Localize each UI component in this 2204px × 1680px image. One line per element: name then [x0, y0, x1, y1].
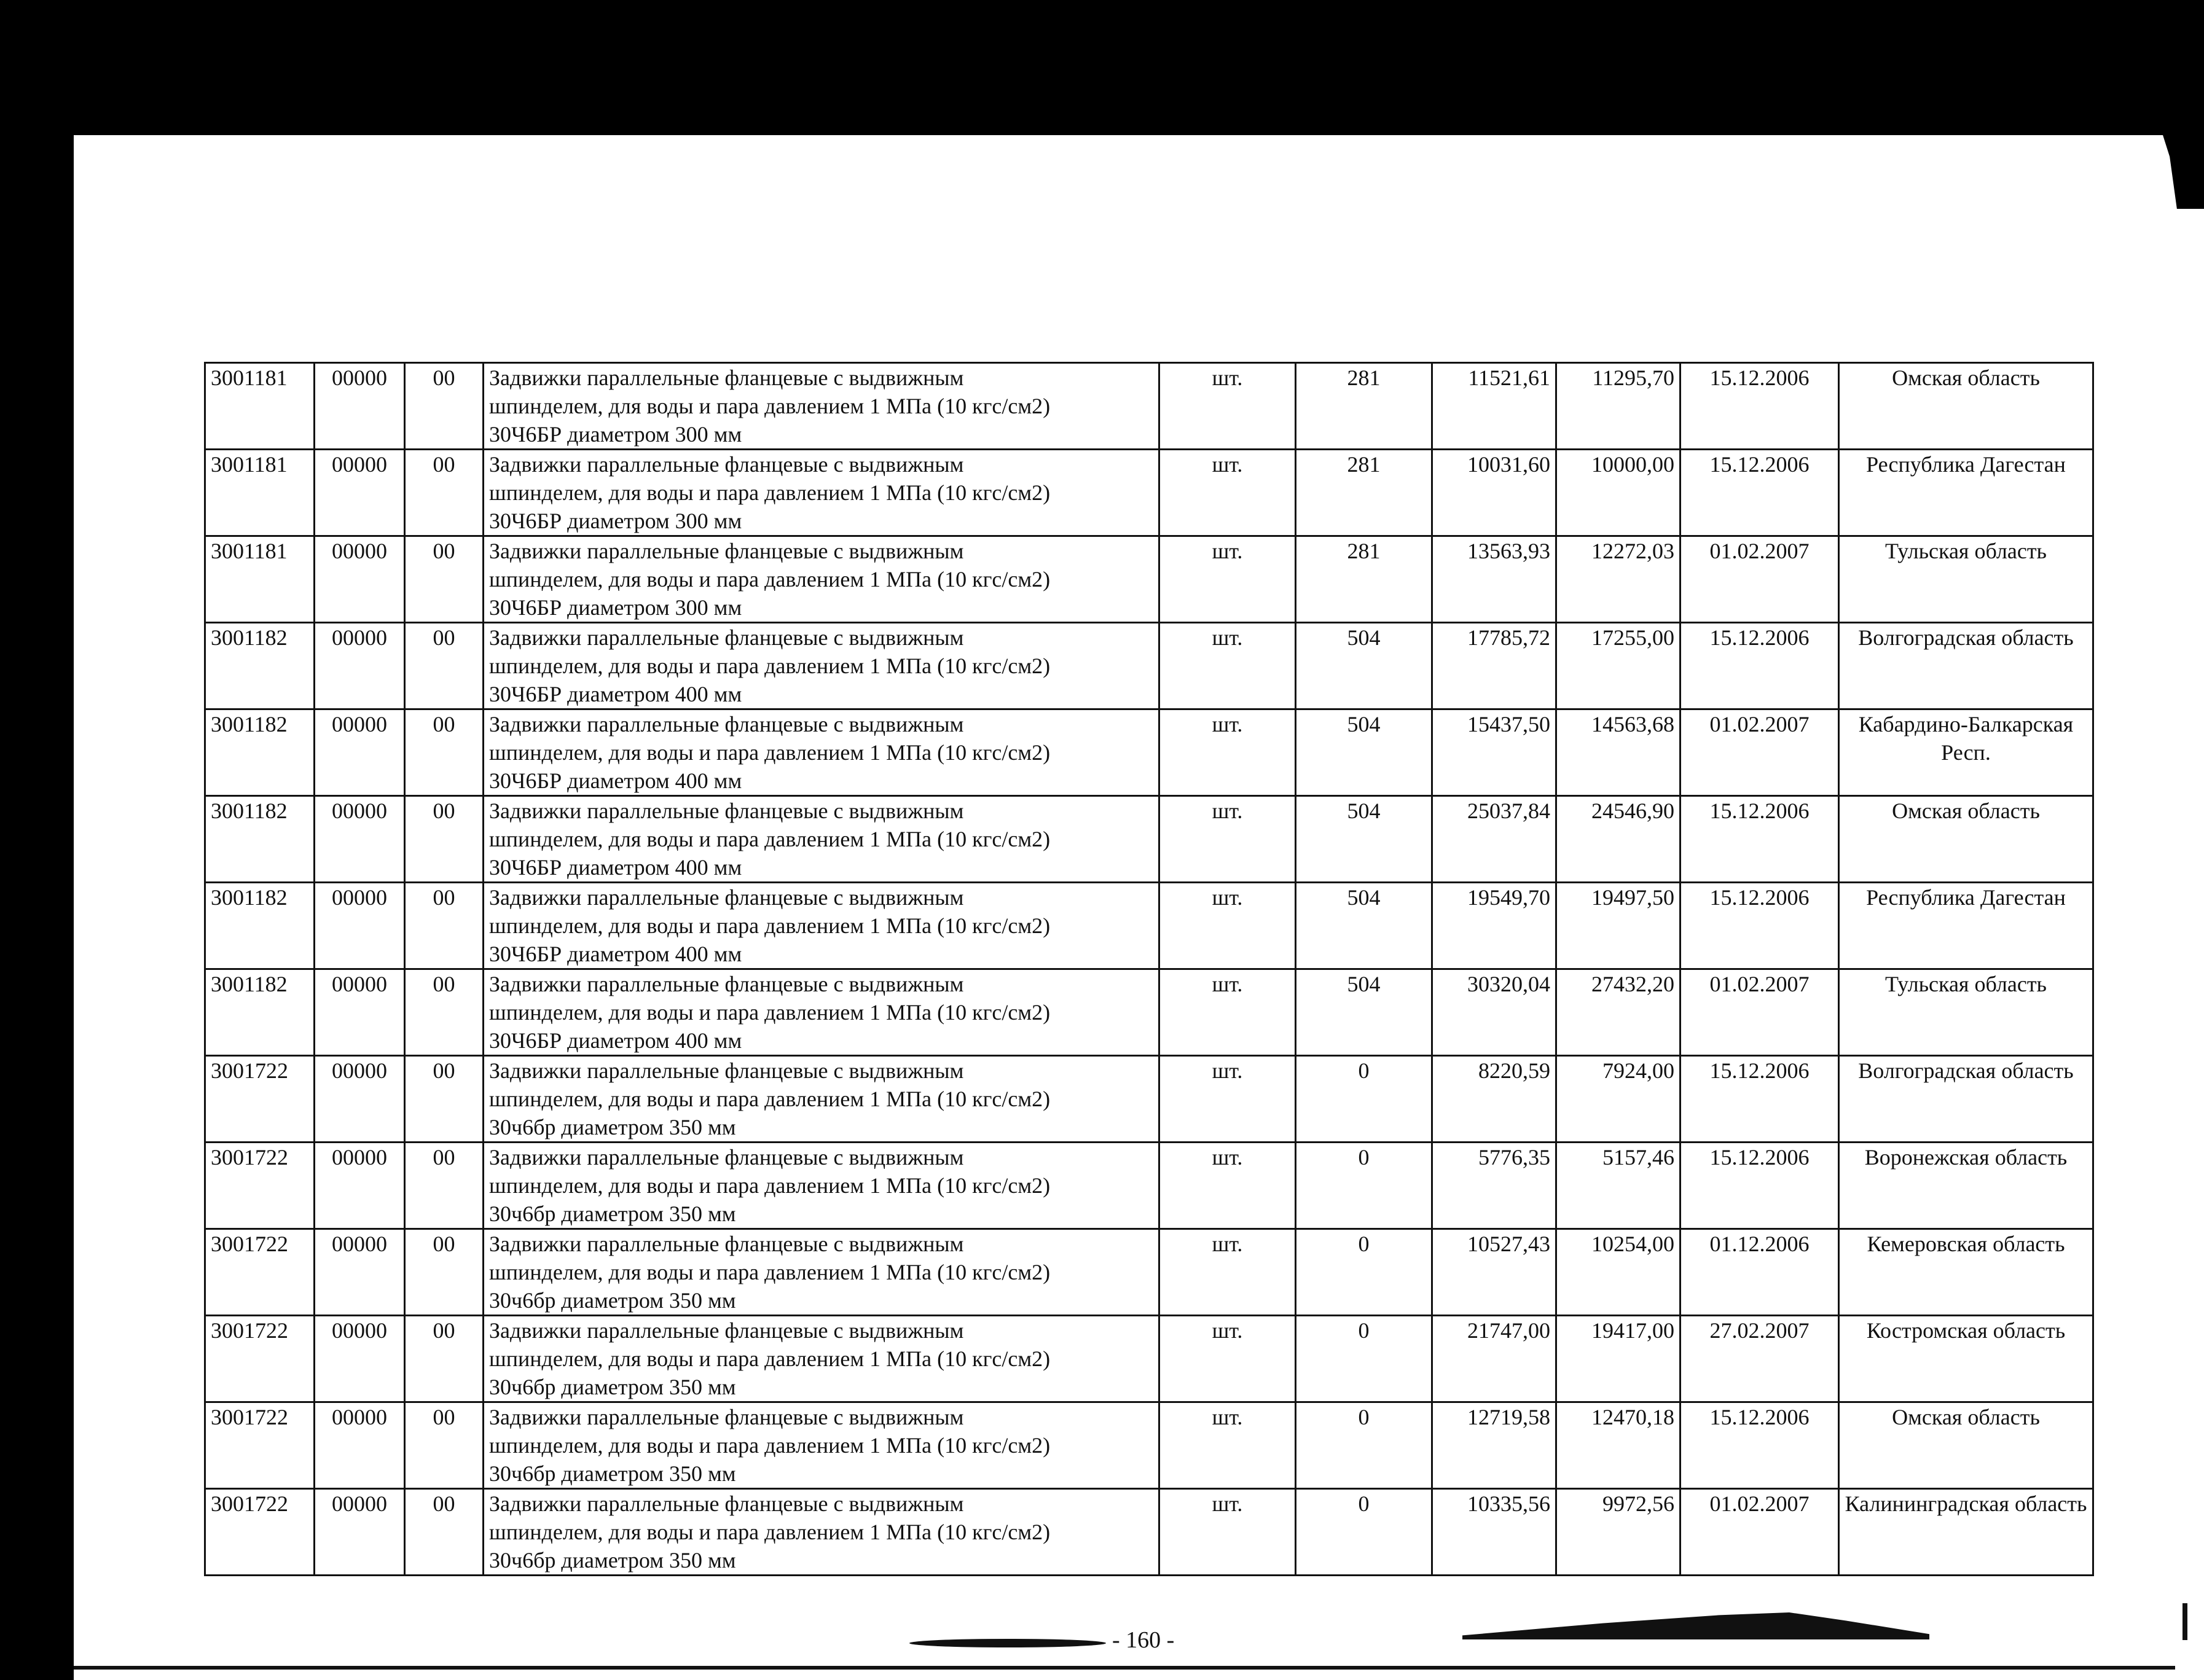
- scan-mark: [2182, 1603, 2187, 1640]
- cell-region: Волгоградская область: [1839, 1056, 2093, 1143]
- cell-price-1: 12719,58: [1432, 1402, 1556, 1489]
- table-row: [205, 536, 2093, 623]
- cell-quantity: 0: [1296, 1229, 1432, 1316]
- item-name-line-2: шпинделем, для воды и пара давлением 1 МПа (10 кгс/см2): [489, 1346, 1051, 1371]
- item-name-line-2: шпинделем, для воды и пара давлением 1 МПа (10 кгс/см2): [489, 1000, 1051, 1025]
- cell-kind-code: 00: [405, 796, 484, 883]
- cell-unit: шт.: [1159, 363, 1296, 450]
- cell-price-1: 13563,93: [1432, 536, 1556, 623]
- table-row: [205, 1056, 2093, 1143]
- cell-kind-code: 00: [405, 1056, 484, 1143]
- cell-item-name: [484, 1489, 1159, 1576]
- cell-item-code: 3001182: [205, 709, 315, 796]
- item-name-line-3: 30Ч6БР диаметром 400 мм: [489, 682, 742, 706]
- page-number: - 160 -: [1112, 1627, 1175, 1653]
- cell-price-2: 7924,00: [1556, 1056, 1680, 1143]
- cell-date: 15.12.2006: [1680, 1056, 1839, 1143]
- cell-date: 15.12.2006: [1680, 363, 1839, 450]
- cell-item-code: 3001722: [205, 1489, 315, 1576]
- cell-region: Омская область: [1839, 1402, 2093, 1489]
- item-name-line-2: шпинделем, для воды и пара давлением 1 МПа (10 кгс/см2): [489, 1173, 1051, 1198]
- scan-smudge: [909, 1639, 1106, 1647]
- cell-item-code: 3001182: [205, 883, 315, 969]
- cell-price-2: 9972,56: [1556, 1489, 1680, 1576]
- cell-sub-code: 00000: [315, 1316, 405, 1402]
- cell-quantity: 281: [1296, 450, 1432, 536]
- item-name-line-2: шпинделем, для воды и пара давлением 1 МПа (10 кгс/см2): [489, 1260, 1051, 1284]
- cell-date: 27.02.2007: [1680, 1316, 1839, 1402]
- cell-item-name: [484, 709, 1159, 796]
- item-name-line-1: Задвижки параллельные фланцевые с выдвижным: [489, 1491, 964, 1516]
- cell-item-name: [484, 623, 1159, 709]
- item-name-line-1: Задвижки параллельные фланцевые с выдвижным: [489, 365, 964, 390]
- cell-item-name: [484, 363, 1159, 450]
- cell-kind-code: 00: [405, 363, 484, 450]
- item-name-line-1: Задвижки параллельные фланцевые с выдвижным: [489, 1405, 964, 1429]
- item-name-line-3: 30ч6бр диаметром 350 мм: [489, 1288, 736, 1313]
- cell-kind-code: 00: [405, 1489, 484, 1576]
- cell-item-name: [484, 536, 1159, 623]
- cell-unit: шт.: [1159, 796, 1296, 883]
- cell-region: Костромская область: [1839, 1316, 2093, 1402]
- price-table: [204, 362, 2094, 1576]
- cell-quantity: 504: [1296, 709, 1432, 796]
- cell-item-name: [484, 1143, 1159, 1229]
- cell-item-code: 3001722: [205, 1143, 315, 1229]
- cell-kind-code: 00: [405, 536, 484, 623]
- cell-item-name: [484, 969, 1159, 1056]
- cell-price-2: 10000,00: [1556, 450, 1680, 536]
- cell-price-2: 11295,70: [1556, 363, 1680, 450]
- cell-region: Омская область: [1839, 796, 2093, 883]
- cell-sub-code: 00000: [315, 623, 405, 709]
- cell-unit: шт.: [1159, 709, 1296, 796]
- cell-price-1: 10527,43: [1432, 1229, 1556, 1316]
- cell-region: Воронежская область: [1839, 1143, 2093, 1229]
- cell-item-name: [484, 883, 1159, 969]
- cell-region: Тульская область: [1839, 969, 2093, 1056]
- item-name-line-3: 30Ч6БР диаметром 300 мм: [489, 595, 742, 620]
- table-row: [205, 623, 2093, 709]
- cell-price-1: 21747,00: [1432, 1316, 1556, 1402]
- table-row: [205, 1402, 2093, 1489]
- cell-unit: шт.: [1159, 969, 1296, 1056]
- scan-border-top: [0, 0, 2204, 135]
- item-name-line-1: Задвижки параллельные фланцевые с выдвижным: [489, 972, 964, 996]
- cell-date: 15.12.2006: [1680, 1402, 1839, 1489]
- item-name-line-3: 30ч6бр диаметром 350 мм: [489, 1115, 736, 1139]
- cell-price-1: 5776,35: [1432, 1143, 1556, 1229]
- item-name-line-3: 30ч6бр диаметром 350 мм: [489, 1201, 736, 1226]
- table-row: [205, 363, 2093, 450]
- item-name-line-3: 30ч6бр диаметром 350 мм: [489, 1548, 736, 1573]
- cell-sub-code: 00000: [315, 1489, 405, 1576]
- cell-price-2: 12470,18: [1556, 1402, 1680, 1489]
- table-row: [205, 796, 2093, 883]
- cell-sub-code: 00000: [315, 450, 405, 536]
- item-name-line-2: шпинделем, для воды и пара давлением 1 МПа (10 кгс/см2): [489, 567, 1051, 592]
- item-name-line-1: Задвижки параллельные фланцевые с выдвижным: [489, 625, 964, 650]
- cell-quantity: 0: [1296, 1402, 1432, 1489]
- cell-price-2: 5157,46: [1556, 1143, 1680, 1229]
- cell-date: 15.12.2006: [1680, 883, 1839, 969]
- cell-item-code: 3001722: [205, 1316, 315, 1402]
- scan-border-bottom: [74, 1666, 2175, 1670]
- table-row: [205, 450, 2093, 536]
- item-name-line-2: шпинделем, для воды и пара давлением 1 МПа (10 кгс/см2): [489, 827, 1051, 851]
- cell-item-name: [484, 1316, 1159, 1402]
- table-row: [205, 1143, 2093, 1229]
- cell-price-1: 10031,60: [1432, 450, 1556, 536]
- cell-quantity: 504: [1296, 969, 1432, 1056]
- item-name-line-1: Задвижки параллельные фланцевые с выдвижным: [489, 885, 964, 910]
- table-body: [205, 363, 2093, 1576]
- item-name-line-1: Задвижки параллельные фланцевые с выдвижным: [489, 712, 964, 736]
- cell-sub-code: 00000: [315, 969, 405, 1056]
- cell-price-1: 30320,04: [1432, 969, 1556, 1056]
- table-row: [205, 709, 2093, 796]
- cell-price-2: 27432,20: [1556, 969, 1680, 1056]
- cell-region: Республика Дагестан: [1839, 883, 2093, 969]
- cell-item-code: 3001182: [205, 623, 315, 709]
- cell-sub-code: 00000: [315, 1402, 405, 1489]
- cell-price-2: 19497,50: [1556, 883, 1680, 969]
- item-name-line-1: Задвижки параллельные фланцевые с выдвижным: [489, 1145, 964, 1170]
- cell-kind-code: 00: [405, 623, 484, 709]
- cell-quantity: 504: [1296, 796, 1432, 883]
- cell-unit: шт.: [1159, 623, 1296, 709]
- item-name-line-3: 30Ч6БР диаметром 400 мм: [489, 768, 742, 793]
- item-name-line-3: 30ч6бр диаметром 350 мм: [489, 1461, 736, 1486]
- scan-border-left: [0, 0, 74, 1680]
- cell-date: 01.02.2007: [1680, 969, 1839, 1056]
- item-name-line-2: шпинделем, для воды и пара давлением 1 МПа (10 кгс/см2): [489, 1087, 1051, 1111]
- cell-price-1: 8220,59: [1432, 1056, 1556, 1143]
- cell-sub-code: 00000: [315, 1143, 405, 1229]
- cell-price-1: 25037,84: [1432, 796, 1556, 883]
- cell-kind-code: 00: [405, 709, 484, 796]
- cell-sub-code: 00000: [315, 883, 405, 969]
- cell-date: 15.12.2006: [1680, 1143, 1839, 1229]
- item-name-line-3: 30Ч6БР диаметром 300 мм: [489, 422, 742, 447]
- item-name-line-3: 30Ч6БР диаметром 400 мм: [489, 855, 742, 880]
- cell-unit: шт.: [1159, 883, 1296, 969]
- item-name-line-3: 30Ч6БР диаметром 300 мм: [489, 509, 742, 533]
- cell-region: Тульская область: [1839, 536, 2093, 623]
- cell-sub-code: 00000: [315, 536, 405, 623]
- item-name-line-1: Задвижки параллельные фланцевые с выдвижным: [489, 1232, 964, 1256]
- cell-region: Калининградская область: [1839, 1489, 2093, 1576]
- item-name-line-2: шпинделем, для воды и пара давлением 1 МПа (10 кгс/см2): [489, 394, 1051, 418]
- cell-price-2: 12272,03: [1556, 536, 1680, 623]
- cell-date: 01.02.2007: [1680, 709, 1839, 796]
- cell-item-name: [484, 796, 1159, 883]
- cell-item-code: 3001722: [205, 1056, 315, 1143]
- cell-price-2: 24546,90: [1556, 796, 1680, 883]
- item-name-line-3: 30Ч6БР диаметром 400 мм: [489, 1028, 742, 1053]
- cell-region: Волгоградская область: [1839, 623, 2093, 709]
- table-row: [205, 969, 2093, 1056]
- cell-unit: шт.: [1159, 450, 1296, 536]
- cell-item-name: [484, 1229, 1159, 1316]
- cell-quantity: 0: [1296, 1143, 1432, 1229]
- item-name-line-3: 30ч6бр диаметром 350 мм: [489, 1375, 736, 1399]
- cell-date: 15.12.2006: [1680, 450, 1839, 536]
- cell-item-code: 3001181: [205, 536, 315, 623]
- cell-sub-code: 00000: [315, 709, 405, 796]
- cell-kind-code: 00: [405, 969, 484, 1056]
- cell-item-code: 3001182: [205, 969, 315, 1056]
- item-name-line-1: Задвижки параллельные фланцевые с выдвижным: [489, 452, 964, 477]
- cell-kind-code: 00: [405, 1229, 484, 1316]
- cell-quantity: 0: [1296, 1316, 1432, 1402]
- item-name-line-1: Задвижки параллельные фланцевые с выдвижным: [489, 1058, 964, 1083]
- cell-item-code: 3001722: [205, 1402, 315, 1489]
- cell-quantity: 504: [1296, 623, 1432, 709]
- cell-region: Омская область: [1839, 363, 2093, 450]
- item-name-line-2: шпинделем, для воды и пара давлением 1 МПа (10 кгс/см2): [489, 654, 1051, 678]
- table-row: [205, 1489, 2093, 1576]
- cell-kind-code: 00: [405, 1316, 484, 1402]
- cell-item-code: 3001181: [205, 363, 315, 450]
- cell-price-2: 14563,68: [1556, 709, 1680, 796]
- cell-item-code: 3001722: [205, 1229, 315, 1316]
- cell-item-code: 3001181: [205, 450, 315, 536]
- cell-kind-code: 00: [405, 450, 484, 536]
- cell-date: 01.02.2007: [1680, 1489, 1839, 1576]
- cell-kind-code: 00: [405, 883, 484, 969]
- cell-kind-code: 00: [405, 1143, 484, 1229]
- cell-date: 15.12.2006: [1680, 623, 1839, 709]
- cell-price-2: 10254,00: [1556, 1229, 1680, 1316]
- item-name-line-2: шпинделем, для воды и пара давлением 1 МПа (10 кгс/см2): [489, 740, 1051, 765]
- cell-price-2: 17255,00: [1556, 623, 1680, 709]
- cell-region: Кабардино-Балкарская Респ.: [1839, 709, 2093, 796]
- cell-sub-code: 00000: [315, 1229, 405, 1316]
- table-row: [205, 1316, 2093, 1402]
- item-name-line-2: шпинделем, для воды и пара давлением 1 МПа (10 кгс/см2): [489, 913, 1051, 938]
- item-name-line-1: Задвижки параллельные фланцевые с выдвижным: [489, 1318, 964, 1343]
- cell-date: 01.12.2006: [1680, 1229, 1839, 1316]
- cell-item-code: 3001182: [205, 796, 315, 883]
- cell-unit: шт.: [1159, 1229, 1296, 1316]
- item-name-line-2: шпинделем, для воды и пара давлением 1 МПа (10 кгс/см2): [489, 480, 1051, 505]
- cell-item-name: [484, 450, 1159, 536]
- cell-date: 01.02.2007: [1680, 536, 1839, 623]
- cell-sub-code: 00000: [315, 1056, 405, 1143]
- cell-unit: шт.: [1159, 1143, 1296, 1229]
- table-row: [205, 883, 2093, 969]
- cell-quantity: 0: [1296, 1056, 1432, 1143]
- item-name-line-1: Задвижки параллельные фланцевые с выдвижным: [489, 539, 964, 563]
- cell-unit: шт.: [1159, 1056, 1296, 1143]
- table-row: [205, 1229, 2093, 1316]
- cell-quantity: 504: [1296, 883, 1432, 969]
- cell-price-2: 19417,00: [1556, 1316, 1680, 1402]
- cell-price-1: 10335,56: [1432, 1489, 1556, 1576]
- cell-date: 15.12.2006: [1680, 796, 1839, 883]
- cell-quantity: 281: [1296, 536, 1432, 623]
- item-name-line-2: шпинделем, для воды и пара давлением 1 МПа (10 кгс/см2): [489, 1433, 1051, 1458]
- cell-item-name: [484, 1056, 1159, 1143]
- cell-price-1: 19549,70: [1432, 883, 1556, 969]
- cell-sub-code: 00000: [315, 363, 405, 450]
- cell-unit: шт.: [1159, 1489, 1296, 1576]
- cell-unit: шт.: [1159, 1316, 1296, 1402]
- item-name-line-1: Задвижки параллельные фланцевые с выдвижным: [489, 799, 964, 823]
- item-name-line-3: 30Ч6БР диаметром 400 мм: [489, 942, 742, 966]
- cell-kind-code: 00: [405, 1402, 484, 1489]
- cell-item-name: [484, 1402, 1159, 1489]
- cell-unit: шт.: [1159, 536, 1296, 623]
- item-name-line-2: шпинделем, для воды и пара давлением 1 МПа (10 кгс/см2): [489, 1520, 1051, 1544]
- cell-unit: шт.: [1159, 1402, 1296, 1489]
- cell-quantity: 281: [1296, 363, 1432, 450]
- cell-region: Кемеровская область: [1839, 1229, 2093, 1316]
- cell-sub-code: 00000: [315, 796, 405, 883]
- cell-price-1: 11521,61: [1432, 363, 1556, 450]
- cell-price-1: 15437,50: [1432, 709, 1556, 796]
- cell-quantity: 0: [1296, 1489, 1432, 1576]
- cell-region: Республика Дагестан: [1839, 450, 2093, 536]
- cell-price-1: 17785,72: [1432, 623, 1556, 709]
